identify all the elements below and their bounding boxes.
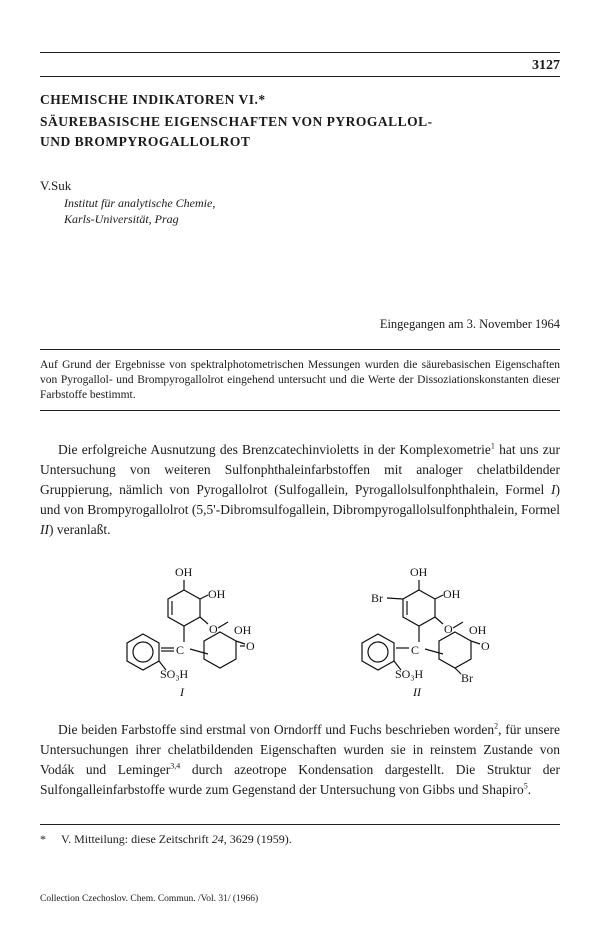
abstract-rule-bottom: [40, 410, 560, 411]
abstract-rule-top: [40, 349, 560, 350]
svg-text:SO₃H: SO₃H: [160, 667, 189, 681]
page-number: 3127: [532, 58, 560, 73]
svg-text:C: C: [176, 643, 185, 657]
title-line-2: SÄUREBASISCHE EIGENSCHAFTEN VON PYROGALLOL-: [40, 114, 433, 129]
header-rule-lower: [40, 76, 560, 77]
svg-text:OH: OH: [443, 587, 461, 601]
svg-text:OH: OH: [469, 623, 487, 637]
author: V.Suk: [40, 178, 72, 193]
svg-text:I: I: [180, 685, 184, 699]
structural-formulas: [100, 562, 540, 702]
title-line-3: UND BROMPYROGALLOLROT: [40, 134, 251, 149]
svg-text:SO₃H: SO₃H: [395, 667, 424, 681]
structure-II: [362, 565, 490, 699]
received-date: Eingegangen am 3. November 1964: [379, 317, 560, 331]
abstract: Auf Grund der Ergebnisse von spektralphotometrischen Messungen wurden die säurebasischen Eigenschaften von Pyrogallol- und Brompyrogallolrot eingehend untersucht und die Werte der Dissoziationskonstanten dieser Farbstoffe bestimmt.: [40, 359, 560, 401]
journal-footer: Collection Czechoslov. Chem. Commun. /Vol. 31/ (1966): [40, 894, 259, 904]
svg-text:O: O: [209, 622, 218, 636]
svg-text:C: C: [411, 643, 420, 657]
svg-text:O: O: [246, 639, 255, 653]
svg-text:II: II: [413, 685, 421, 699]
svg-text:Br: Br: [461, 671, 473, 685]
footnote-rule: [40, 824, 560, 825]
institution-line-1: Institut für analytische Chemie,: [64, 196, 216, 210]
svg-text:O: O: [444, 622, 453, 636]
institution-line-2: Karls-Universität, Prag: [64, 212, 179, 226]
paragraph-1: Die erfolgreiche Ausnutzung des Brenzcatechinvioletts in der Komplexometrie$^1$ hat uns zur Untersuchung von weiteren Sulfonphthaleinfarbstoffen mit analoger chelatbildender Gruppierung, nämlich von Pyrogallolrot (Sulfogallein, Pyrogallolsulfonphthalein, Formel I) und von Brompyrogallolrot (5,5'-Dibromsulfogallein, Dibrompyrogallolsulfonphthalein, Formel II) veranlaßt.: [40, 441, 561, 537]
svg-text:O: O: [481, 639, 490, 653]
svg-text:OH: OH: [234, 623, 252, 637]
header-rule: [40, 52, 560, 53]
paragraph-2: Die beiden Farbstoffe sind erstmal von Orndorff und Fuchs beschrieben worden$^2$, für unsere Untersuchungen ihrer chelatbildenden Eigenschaften wurden sie in reinstem Zustande von Vodák und Leminger$^{3,4}$ durch azeotrope Kondensation dargestellt. Die Struktur der Sulfongalleinfarbstoffe wurde zum Gegenstand der Untersuchung von Gibbs und Shapiro$^5$.: [40, 721, 560, 797]
svg-text:OH: OH: [410, 565, 428, 579]
svg-text:OH: OH: [175, 565, 193, 579]
title-line-1: CHEMISCHE INDIKATOREN VI.*: [40, 92, 266, 107]
svg-text:Br: Br: [371, 591, 383, 605]
svg-text:OH: OH: [208, 587, 226, 601]
footnote: * V. Mitteilung: diese Zeitschrift 24, 3629 (1959).: [40, 832, 292, 846]
structure-I: [127, 565, 255, 699]
